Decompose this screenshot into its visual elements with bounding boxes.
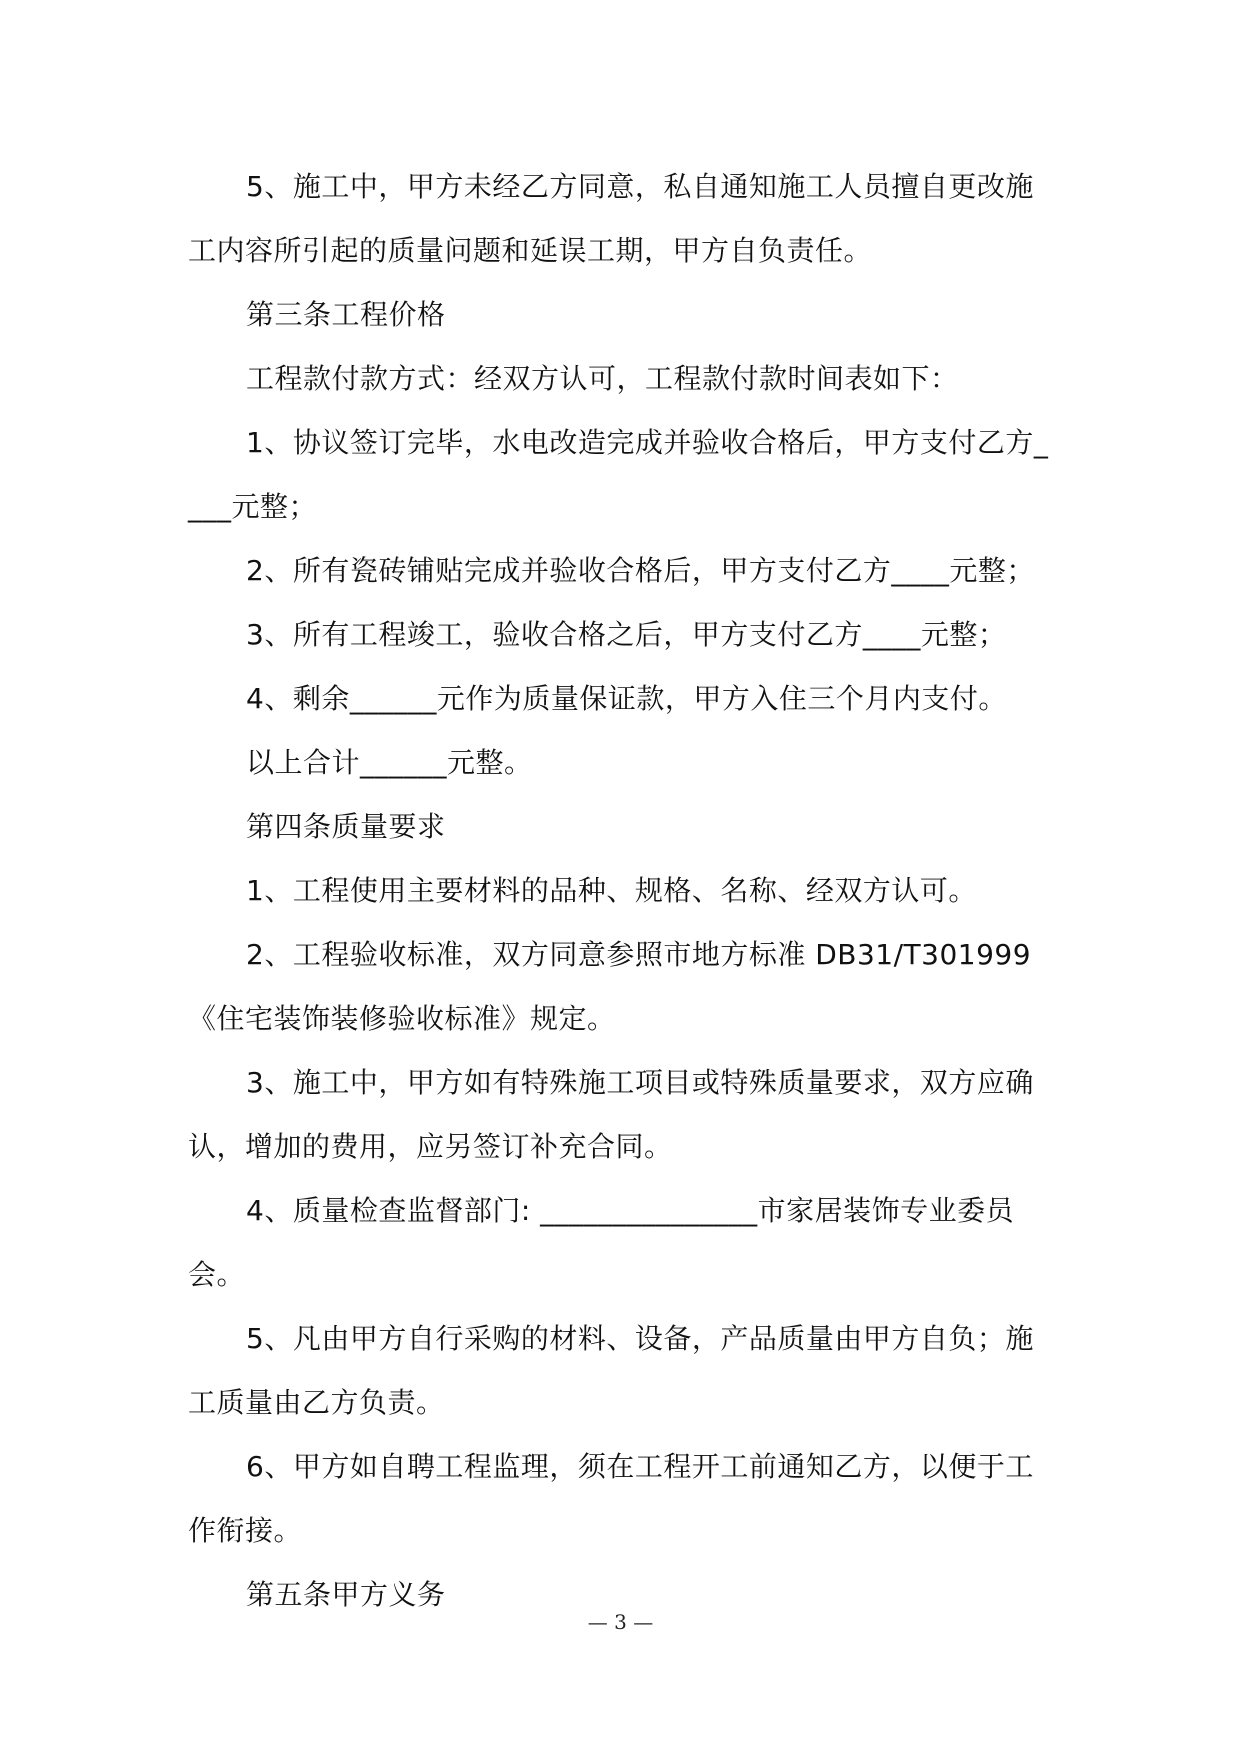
quality-item-6: 6、甲方如自聘工程监理，须在工程开工前通知乙方，以便于工作衔接。 (188, 1450, 1034, 1547)
section-heading-article-4: 第四条质量要求 (246, 810, 446, 843)
quality-item-5: 5、凡由甲方自行采购的材料、设备，产品质量由甲方自负；施工质量由乙方负责。 (188, 1322, 1034, 1419)
clause-5-unauthorized-changes: 5、施工中，甲方未经乙方同意，私自通知施工人员擅自更改施工内容所引起的质量问题和延误工期，甲方自负责任。 (188, 170, 1034, 267)
payment-item-3: 3、所有工程竣工，验收合格之后，甲方支付乙方____元整； (246, 618, 1007, 651)
quality-item-3: 3、施工中，甲方如有特殊施工项目或特殊质量要求，双方应确认，增加的费用，应另签订补充合同。 (188, 1066, 1034, 1163)
payment-method-intro: 工程款付款方式：经双方认可，工程款付款时间表如下： (246, 362, 959, 395)
payment-item-2: 2、所有瓷砖铺贴完成并验收合格后，甲方支付乙方____元整； (246, 554, 1035, 587)
document-body (188, 155, 1058, 1627)
quality-item-4: 4、质量检查监督部门: _______________市家居装饰专业委员会。 (188, 1194, 1015, 1291)
section-heading-article-3: 第三条工程价格 (246, 298, 446, 331)
quality-item-1: 1、工程使用主要材料的品种、规格、名称、经双方认可。 (246, 874, 977, 907)
quality-item-2: 2、工程验收标准，双方同意参照市地方标准 DB31/T301999《住宅装饰装修验收标准》规定。 (188, 938, 1032, 1035)
page-number: — 3 — (587, 1610, 654, 1634)
payment-item-4: 4、剩余______元作为质量保证款，甲方入住三个月内支付。 (246, 682, 1007, 715)
payment-item-1: 1、协议签订完毕，水电改造完成并验收合格后，甲方支付乙方____元整； (188, 426, 1049, 523)
section-heading-article-5: 第五条甲方义务 (246, 1578, 446, 1611)
payment-total: 以上合计______元整。 (246, 746, 533, 779)
